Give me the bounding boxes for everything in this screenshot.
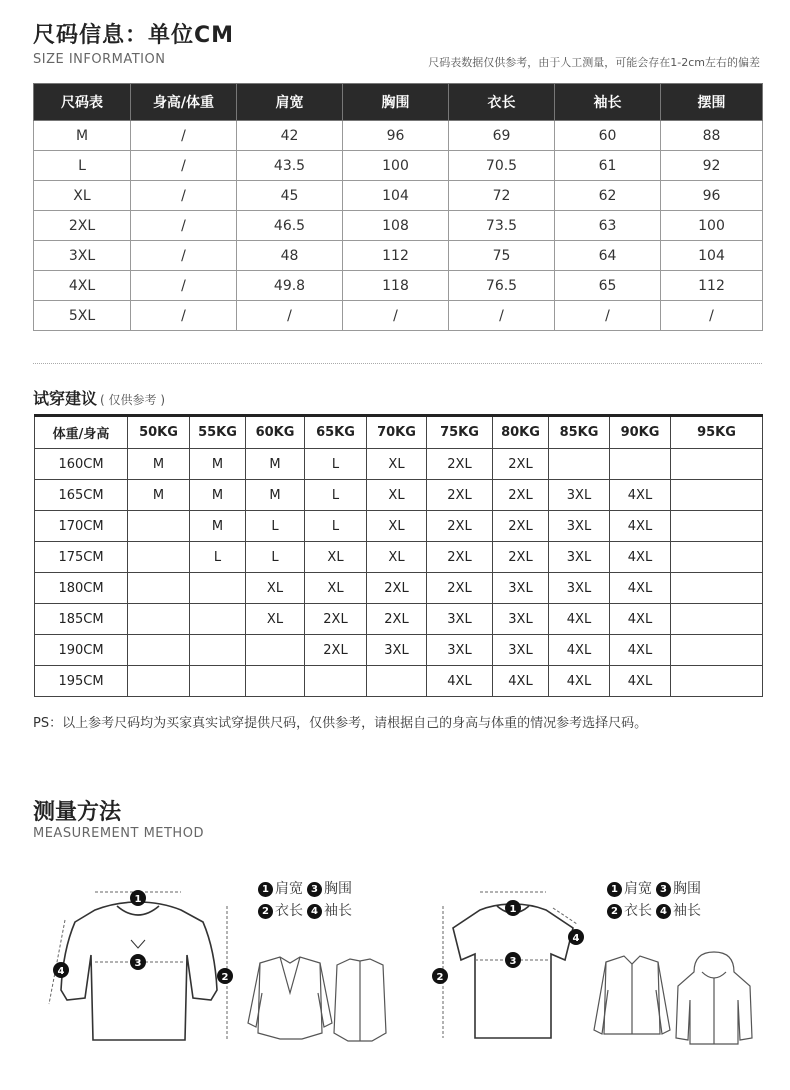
size-table-cell: 43.5 <box>237 151 343 181</box>
table-row <box>35 542 763 573</box>
size-table-cell: 60 <box>555 121 661 151</box>
fit-table-header-cell: 85KG <box>549 416 610 449</box>
measurement-subtitle: MEASUREMENT METHOD <box>33 826 204 841</box>
fit-table-cell: 4XL <box>610 480 671 511</box>
marker-label: 3 <box>134 958 142 969</box>
legend-label: 袖长 <box>673 903 701 919</box>
fit-table-header-cell: 80KG <box>493 416 549 449</box>
table-row <box>34 301 763 331</box>
fit-table-cell <box>549 449 610 480</box>
size-table-header-cell: 胸围 <box>343 84 449 121</box>
size-table-cell: / <box>131 151 237 181</box>
table-row <box>35 511 763 542</box>
fit-table-header-cell: 55KG <box>190 416 246 449</box>
fit-table-cell: M <box>246 480 305 511</box>
fit-table-cell: 4XL <box>610 511 671 542</box>
fit-table-cell: 2XL <box>493 480 549 511</box>
fit-table-cell: L <box>190 542 246 573</box>
fit-table-cell: 195CM <box>35 666 128 697</box>
fit-table-cell: 185CM <box>35 604 128 635</box>
fit-table-cell: L <box>246 511 305 542</box>
size-table-cell: / <box>131 121 237 151</box>
fit-table-cell <box>128 635 190 666</box>
fit-table-cell <box>190 604 246 635</box>
size-table-cell: 96 <box>661 181 763 211</box>
dotted-divider <box>33 363 762 364</box>
size-table-cell: 45 <box>237 181 343 211</box>
table-row <box>35 635 763 666</box>
fit-table-cell: XL <box>305 573 367 604</box>
size-table-cell: 4XL <box>34 271 131 301</box>
table-row <box>34 151 763 181</box>
size-table-cell: / <box>131 271 237 301</box>
size-table-cell: 62 <box>555 181 661 211</box>
table-row <box>35 573 763 604</box>
marker-label: 4 <box>57 966 65 977</box>
fit-table-cell: 2XL <box>493 511 549 542</box>
page-title: 尺码信息：单位CM <box>33 23 235 48</box>
fit-table-cell: 4XL <box>610 542 671 573</box>
size-table-cell: L <box>34 151 131 181</box>
table-row <box>34 241 763 271</box>
size-table-cell: 48 <box>237 241 343 271</box>
legend-label: 肩宽 <box>624 881 652 897</box>
fit-table-cell: 4XL <box>427 666 493 697</box>
size-table-cell: 76.5 <box>449 271 555 301</box>
fit-table-header-cell: 50KG <box>128 416 190 449</box>
fit-table-cell <box>128 542 190 573</box>
fit-table-cell: M <box>246 449 305 480</box>
legend-label: 肩宽 <box>275 881 303 897</box>
legend-right <box>607 878 705 922</box>
size-table-cell: 112 <box>343 241 449 271</box>
fit-table-cell: XL <box>367 480 427 511</box>
fit-table-cell: 4XL <box>549 604 610 635</box>
fit-table-cell: L <box>305 511 367 542</box>
fit-table-cell: 4XL <box>610 635 671 666</box>
legend-label: 袖长 <box>324 903 352 919</box>
fit-table-header-cell: 体重/身高 <box>35 416 128 449</box>
size-table-cell: / <box>131 301 237 331</box>
table-row <box>35 449 763 480</box>
fit-table-cell <box>128 511 190 542</box>
marker-label: 4 <box>572 933 580 944</box>
legend-label: 胸围 <box>673 881 701 897</box>
fit-table-header-cell: 60KG <box>246 416 305 449</box>
fit-table-cell: 2XL <box>493 542 549 573</box>
size-table-cell: 104 <box>661 241 763 271</box>
fit-table-cell <box>671 604 763 635</box>
fit-table-cell: M <box>128 449 190 480</box>
fit-table-cell: 175CM <box>35 542 128 573</box>
size-table-header <box>34 84 763 121</box>
size-table-header-cell: 尺码表 <box>34 84 131 121</box>
size-table-cell: 112 <box>661 271 763 301</box>
marker-3-icon: 3 <box>307 882 322 897</box>
fit-table-cell: 2XL <box>427 542 493 573</box>
size-table-cell: 88 <box>661 121 763 151</box>
legend-label: 衣长 <box>275 903 303 919</box>
size-table-cell: / <box>237 301 343 331</box>
fit-table-cell: M <box>190 511 246 542</box>
size-table-cell: 42 <box>237 121 343 151</box>
fit-table-cell: 2XL <box>427 449 493 480</box>
fit-table-cell: L <box>246 542 305 573</box>
fit-table-cell: XL <box>367 449 427 480</box>
fit-table-cell <box>367 666 427 697</box>
size-table-cell: 118 <box>343 271 449 301</box>
table-row <box>34 211 763 241</box>
size-table-cell: / <box>343 301 449 331</box>
fit-table-cell: 165CM <box>35 480 128 511</box>
marker-4-icon: 4 <box>656 904 671 919</box>
size-table-cell: 108 <box>343 211 449 241</box>
size-table-header-cell: 肩宽 <box>237 84 343 121</box>
fit-table-cell <box>610 449 671 480</box>
size-table-header-cell: 摆围 <box>661 84 763 121</box>
fit-table-cell: 190CM <box>35 635 128 666</box>
fit-table-cell: 4XL <box>549 635 610 666</box>
size-table-cell: 104 <box>343 181 449 211</box>
legend-left <box>258 878 356 922</box>
fit-table-cell: 170CM <box>35 511 128 542</box>
marker-label: 1 <box>509 904 517 915</box>
fit-table-cell: 3XL <box>427 635 493 666</box>
fit-table-cell: 3XL <box>549 573 610 604</box>
fit-table-cell: 2XL <box>427 573 493 604</box>
table-row <box>34 121 763 151</box>
fit-table-cell: XL <box>305 542 367 573</box>
fit-table-cell: 180CM <box>35 573 128 604</box>
fit-table-cell <box>128 666 190 697</box>
fit-table-cell: 3XL <box>493 604 549 635</box>
fit-table-cell <box>190 573 246 604</box>
fit-table-cell: M <box>190 449 246 480</box>
size-table-cell: / <box>131 241 237 271</box>
fit-table-cell <box>671 480 763 511</box>
fit-table-cell <box>246 666 305 697</box>
size-table-header-cell: 袖长 <box>555 84 661 121</box>
marker-2-icon: 2 <box>258 904 273 919</box>
size-table-cell: / <box>661 301 763 331</box>
fit-table-cell: L <box>305 480 367 511</box>
size-table-cell: 100 <box>661 211 763 241</box>
fit-table-cell: 3XL <box>493 635 549 666</box>
fit-table-cell: 2XL <box>367 573 427 604</box>
fit-title: 试穿建议 <box>33 389 98 408</box>
size-table-cell: / <box>131 211 237 241</box>
fit-table-cell: 3XL <box>427 604 493 635</box>
table-row <box>35 666 763 697</box>
fit-table-cell: 4XL <box>610 604 671 635</box>
size-table-cell: 75 <box>449 241 555 271</box>
sweater-measurement-icon <box>35 880 245 1055</box>
marker-label: 1 <box>134 894 142 905</box>
fit-table-cell <box>671 666 763 697</box>
size-table-cell: 96 <box>343 121 449 151</box>
fit-table-header-cell: 95KG <box>671 416 763 449</box>
size-table-cell: / <box>555 301 661 331</box>
legend-label: 衣长 <box>624 903 652 919</box>
table-row <box>35 480 763 511</box>
fit-table-cell: 160CM <box>35 449 128 480</box>
fit-table-cell <box>671 449 763 480</box>
fit-table <box>34 414 763 697</box>
fit-table-cell: M <box>128 480 190 511</box>
size-table-cell: 72 <box>449 181 555 211</box>
size-table-cell: 63 <box>555 211 661 241</box>
size-table-cell: 64 <box>555 241 661 271</box>
fit-table-cell: 3XL <box>367 635 427 666</box>
fit-subtitle: ( 仅供参考 ) <box>100 393 166 407</box>
fit-table-cell: 2XL <box>427 480 493 511</box>
measurement-note: 尺码表数据仅供参考，由于人工测量，可能会存在1-2cm左右的偏差 <box>428 56 760 69</box>
fit-table-header-cell: 65KG <box>305 416 367 449</box>
ps-note: PS：以上参考尺码均为买家真实试穿提供尺码，仅供参考，请根据自己的身高与体重的情况参考选择尺码。 <box>33 716 648 731</box>
fit-table-cell: L <box>305 449 367 480</box>
marker-3-icon: 3 <box>656 882 671 897</box>
size-table-cell: 5XL <box>34 301 131 331</box>
size-table <box>33 83 763 331</box>
fit-table-cell <box>128 604 190 635</box>
fit-table-header-cell: 90KG <box>610 416 671 449</box>
fit-table-cell: XL <box>246 604 305 635</box>
page-subtitle: SIZE INFORMATION <box>33 52 166 67</box>
fit-table-cell: 4XL <box>493 666 549 697</box>
size-table-cell: XL <box>34 181 131 211</box>
tshirt-measurement-icon <box>425 880 595 1055</box>
marker-4-icon: 4 <box>307 904 322 919</box>
table-row <box>34 271 763 301</box>
fit-table-header-cell: 70KG <box>367 416 427 449</box>
fit-section-title <box>33 386 165 409</box>
size-table-cell: 65 <box>555 271 661 301</box>
size-table-cell: 100 <box>343 151 449 181</box>
fit-table-cell: 3XL <box>549 480 610 511</box>
fit-table-cell: 4XL <box>549 666 610 697</box>
fit-table-header-cell: 75KG <box>427 416 493 449</box>
size-table-cell: 49.8 <box>237 271 343 301</box>
fit-table-cell: 3XL <box>493 573 549 604</box>
legend-label: 胸围 <box>324 881 352 897</box>
fit-table-cell: XL <box>367 511 427 542</box>
fit-table-cell: 4XL <box>610 573 671 604</box>
size-table-cell: / <box>131 181 237 211</box>
fit-table-header <box>35 416 763 449</box>
size-table-header-cell: 身高/体重 <box>131 84 237 121</box>
fit-table-cell: 4XL <box>610 666 671 697</box>
size-table-cell: 3XL <box>34 241 131 271</box>
fit-table-cell: 2XL <box>367 604 427 635</box>
blazer-jacket-icon <box>242 953 387 1053</box>
table-row <box>34 181 763 211</box>
fit-table-cell: XL <box>367 542 427 573</box>
marker-2-icon: 2 <box>607 904 622 919</box>
size-table-cell: 46.5 <box>237 211 343 241</box>
marker-1-icon: 1 <box>607 882 622 897</box>
fit-table-cell: 2XL <box>305 635 367 666</box>
size-table-cell: 69 <box>449 121 555 151</box>
marker-label: 2 <box>436 972 444 983</box>
size-table-cell: 73.5 <box>449 211 555 241</box>
marker-label: 3 <box>509 956 517 967</box>
fit-table-cell: 3XL <box>549 542 610 573</box>
fit-table-cell <box>671 573 763 604</box>
fit-table-cell <box>190 635 246 666</box>
measurement-title: 测量方法 <box>33 800 122 825</box>
fit-table-cell: 2XL <box>493 449 549 480</box>
size-table-header-cell: 衣长 <box>449 84 555 121</box>
shirt-hoodie-icon <box>590 950 755 1052</box>
fit-table-cell: 2XL <box>427 511 493 542</box>
fit-table-cell <box>671 542 763 573</box>
fit-table-cell <box>190 666 246 697</box>
size-table-cell: 70.5 <box>449 151 555 181</box>
fit-table-cell <box>671 511 763 542</box>
marker-label: 2 <box>221 972 229 983</box>
fit-table-cell <box>671 635 763 666</box>
size-table-cell: 2XL <box>34 211 131 241</box>
size-table-cell: 92 <box>661 151 763 181</box>
size-table-cell: M <box>34 121 131 151</box>
fit-table-cell <box>305 666 367 697</box>
marker-1-icon: 1 <box>258 882 273 897</box>
table-row <box>35 604 763 635</box>
fit-table-cell <box>128 573 190 604</box>
fit-table-cell: 2XL <box>305 604 367 635</box>
fit-table-cell: XL <box>246 573 305 604</box>
fit-table-cell <box>246 635 305 666</box>
fit-table-cell: 3XL <box>549 511 610 542</box>
fit-table-cell: M <box>190 480 246 511</box>
size-table-cell: / <box>449 301 555 331</box>
size-table-cell: 61 <box>555 151 661 181</box>
